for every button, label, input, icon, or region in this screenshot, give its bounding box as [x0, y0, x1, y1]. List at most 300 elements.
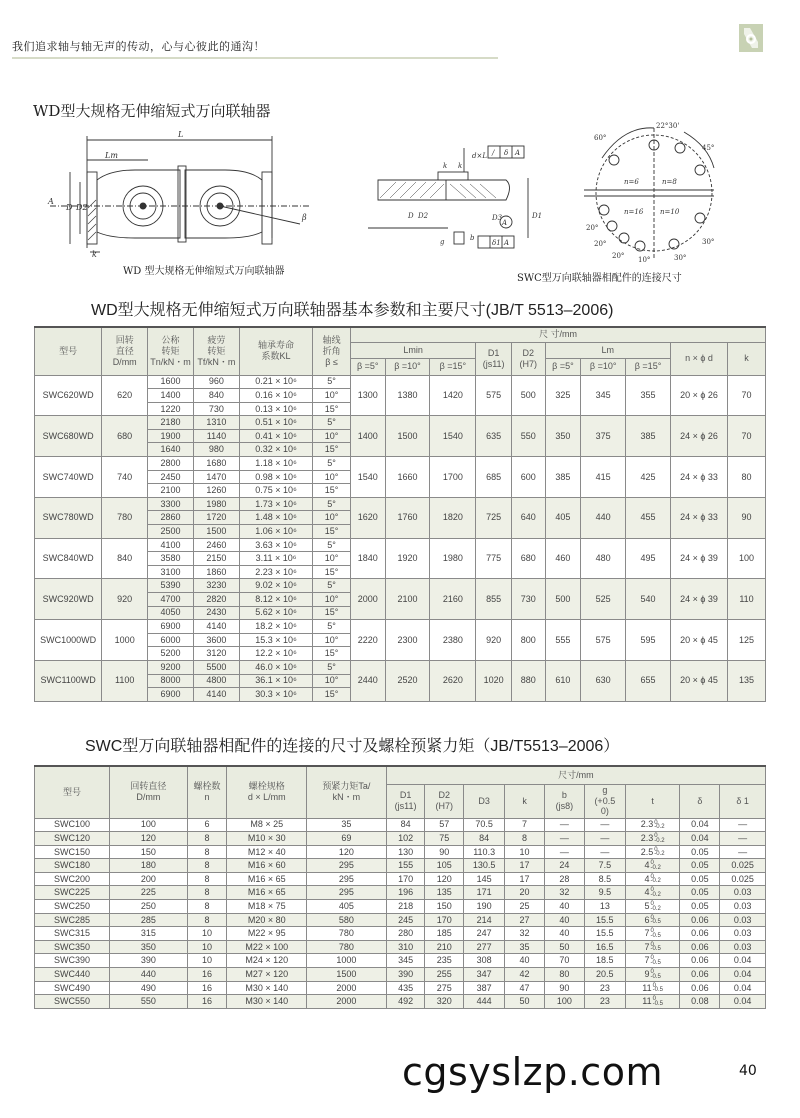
- svg-text:n=6: n=6: [624, 178, 639, 186]
- cell-bearing-life: 0.13 × 10⁶: [239, 402, 312, 416]
- cell-axis-angle: 15°: [313, 402, 351, 416]
- cell-fatigue-torque: 960: [193, 375, 239, 389]
- cell-d2: 550: [511, 416, 545, 457]
- cell-t: [625, 845, 680, 859]
- cell-bearing-life: 1.48 × 10⁶: [239, 511, 312, 525]
- cell-ta: 295: [307, 886, 387, 900]
- cell-t-base: 2.5: [640, 846, 654, 857]
- th-lm-b5: β =5°: [545, 358, 581, 375]
- th-rotation-diameter: 回转 直径 D/mm: [102, 327, 148, 375]
- cell-d2: 185: [425, 927, 464, 941]
- cell-k: 7: [505, 818, 545, 832]
- table2-title: SWC型万向联轴器相配件的连接的尺寸及螺栓预紧力矩（JB/T5513–2006）: [85, 738, 620, 755]
- cell-delta: 0.04: [680, 832, 720, 846]
- cell-t: [625, 832, 680, 846]
- svg-text:45°: 45°: [702, 144, 715, 152]
- cell-t-tolerance: 0 -0.2: [654, 833, 665, 844]
- cell-b: —: [544, 832, 584, 846]
- cell-nominal-torque: 6900: [148, 620, 194, 634]
- cell-lmin-b10: 1380: [385, 375, 430, 416]
- cell-nominal-torque: 4100: [148, 538, 194, 552]
- cell-lmin-b10: 2300: [385, 620, 430, 661]
- cell-lm-b5: 460: [545, 538, 581, 579]
- cell-d: 285: [110, 913, 187, 927]
- cell-bearing-life: 18.2 × 10⁶: [239, 620, 312, 634]
- table-row: [35, 886, 766, 900]
- cell-lm-b5: 555: [545, 620, 581, 661]
- cell-fatigue-torque: 3120: [193, 647, 239, 661]
- cell-bearing-life: 15.3 × 10⁶: [239, 633, 312, 647]
- cell-g: 9.5: [584, 886, 625, 900]
- cell-t: [625, 859, 680, 873]
- cell-bearing-life: 3.63 × 10⁶: [239, 538, 312, 552]
- cell-model: SWC350: [35, 940, 110, 954]
- cell-rotation-diameter: 920: [102, 579, 148, 620]
- svg-text:60°: 60°: [594, 134, 607, 142]
- cell-model: SWC680WD: [35, 416, 102, 457]
- svg-text:30°: 30°: [674, 254, 687, 262]
- cell-lmin-b15: 1820: [430, 497, 476, 538]
- cell-rotation-diameter: 620: [102, 375, 148, 416]
- cell-delta1: 0.04: [720, 968, 766, 982]
- cell-d2: 210: [425, 940, 464, 954]
- cell-d1: 170: [386, 872, 425, 886]
- cell-d2: 320: [425, 995, 464, 1009]
- cell-spec: M10 × 30: [227, 832, 307, 846]
- cell-nominal-torque: 2180: [148, 416, 194, 430]
- cell-k: 47: [505, 981, 545, 995]
- th2-g: g (+0.5 0): [584, 784, 625, 818]
- cell-model: SWC100: [35, 818, 110, 832]
- cell-nominal-torque: 3300: [148, 497, 194, 511]
- cell-model: SWC1100WD: [35, 660, 102, 701]
- cell-d1: 575: [476, 375, 512, 416]
- cell-lm-b5: 350: [545, 416, 581, 457]
- cell-g: —: [584, 845, 625, 859]
- svg-text:20°: 20°: [594, 240, 607, 248]
- table-row: [35, 927, 766, 941]
- cell-fatigue-torque: 1680: [193, 457, 239, 471]
- cell-spec: M12 × 40: [227, 845, 307, 859]
- company-logo-icon: [739, 24, 763, 52]
- cell-k: 17: [505, 859, 545, 873]
- cell-d3: 444: [464, 995, 505, 1009]
- cell-g: 23: [584, 995, 625, 1009]
- svg-text:A: A: [504, 239, 510, 247]
- cell-axis-angle: 5°: [313, 538, 351, 552]
- cell-d1: 1020: [476, 660, 512, 701]
- svg-text:L: L: [178, 130, 184, 139]
- cell-g: 18.5: [584, 954, 625, 968]
- cell-model: SWC920WD: [35, 579, 102, 620]
- cell-t-tolerance: 0 -0.5: [650, 914, 661, 926]
- cell-d2: 880: [511, 660, 545, 701]
- th2-k: k: [505, 784, 545, 818]
- svg-text:β: β: [302, 213, 307, 222]
- cell-d1: 635: [476, 416, 512, 457]
- cell-spec: M20 × 80: [227, 913, 307, 927]
- cell-delta1: 0.025: [720, 872, 766, 886]
- cell-fatigue-torque: 1140: [193, 429, 239, 443]
- cell-b: 50: [544, 940, 584, 954]
- cell-g: 13: [584, 900, 625, 914]
- cell-lm-b5: 500: [545, 579, 581, 620]
- th-model: 型号: [35, 327, 102, 375]
- cell-d: 180: [110, 859, 187, 873]
- cell-lmin-b15: 2620: [430, 660, 476, 701]
- table1-title: WD型大规格无伸缩短式万向联轴器基本参数和主要尺寸(JB/T 5513–2006): [91, 302, 614, 319]
- cell-b: 28: [544, 872, 584, 886]
- th-lm-b15: β =15°: [626, 358, 671, 375]
- cell-t-base: 2.3: [640, 819, 654, 830]
- page-number: 40: [739, 1063, 757, 1079]
- cell-fatigue-torque: 1310: [193, 416, 239, 430]
- cell-k: 70: [728, 416, 766, 457]
- cell-model: SWC225: [35, 886, 110, 900]
- cell-k: 35: [505, 940, 545, 954]
- coupling-drawing: [40, 128, 350, 258]
- cell-axis-angle: 15°: [313, 525, 351, 539]
- cell-delta1: 0.03: [720, 913, 766, 927]
- cell-lm-b10: 480: [581, 538, 626, 579]
- cell-nominal-torque: 1220: [148, 402, 194, 416]
- th-axis-angle: 轴线 折角 β ≤: [313, 327, 351, 375]
- cell-axis-angle: 15°: [313, 606, 351, 620]
- cell-bearing-life: 36.1 × 10⁶: [239, 674, 312, 688]
- cell-t-base: 2.3: [640, 832, 654, 843]
- svg-text:D2: D2: [418, 212, 429, 220]
- cell-spec: M16 × 60: [227, 859, 307, 873]
- cell-axis-angle: 10°: [313, 633, 351, 647]
- cell-b: 40: [544, 913, 584, 927]
- cell-d3: 145: [464, 872, 505, 886]
- cell-n: 16: [187, 968, 227, 982]
- cell-b: —: [544, 845, 584, 859]
- cell-axis-angle: 10°: [313, 389, 351, 403]
- cell-d2: 800: [511, 620, 545, 661]
- cell-lm-b10: 415: [581, 457, 626, 498]
- header-slogan: 我们追求轴与轴无声的传动，心与心彼此的通沟！: [12, 41, 265, 53]
- cell-d2: 90: [425, 845, 464, 859]
- cell-ta: 1000: [307, 954, 387, 968]
- table-row: [35, 845, 766, 859]
- cell-k: 125: [728, 620, 766, 661]
- cell-axis-angle: 5°: [313, 579, 351, 593]
- flange-section-drawing: [368, 128, 558, 258]
- th-dimensions: 尺 寸/mm: [350, 327, 765, 342]
- cell-axis-angle: 10°: [313, 552, 351, 566]
- cell-ta: 580: [307, 913, 387, 927]
- cell-d2: 105: [425, 859, 464, 873]
- cell-nominal-torque: 1400: [148, 389, 194, 403]
- cell-n: 8: [187, 859, 227, 873]
- th2-delta: δ: [680, 784, 720, 818]
- cell-d3: 110.3: [464, 845, 505, 859]
- table-row: [35, 913, 766, 927]
- cell-b: 80: [544, 968, 584, 982]
- cell-fatigue-torque: 1260: [193, 484, 239, 498]
- cell-nominal-torque: 8000: [148, 674, 194, 688]
- cell-lmin-b15: 2380: [430, 620, 476, 661]
- cell-model: SWC150: [35, 845, 110, 859]
- cell-d2: 75: [425, 832, 464, 846]
- cell-k: 8: [505, 832, 545, 846]
- cell-bearing-life: 0.41 × 10⁶: [239, 429, 312, 443]
- cell-model: SWC390: [35, 954, 110, 968]
- cell-bearing-life: 2.23 × 10⁶: [239, 565, 312, 579]
- cell-d3: 347: [464, 968, 505, 982]
- cell-delta1: 0.03: [720, 900, 766, 914]
- th-k: k: [728, 342, 766, 375]
- cell-model: SWC1000WD: [35, 620, 102, 661]
- cell-model: SWC440: [35, 968, 110, 982]
- table-row: [35, 579, 766, 593]
- cell-g: 15.5: [584, 927, 625, 941]
- cell-d3: 387: [464, 981, 505, 995]
- cell-nominal-torque: 3580: [148, 552, 194, 566]
- cell-spec: M16 × 65: [227, 872, 307, 886]
- cell-fatigue-torque: 2430: [193, 606, 239, 620]
- cell-k: 25: [505, 900, 545, 914]
- svg-text:n=8: n=8: [662, 178, 677, 186]
- cell-delta: 0.06: [680, 940, 720, 954]
- svg-text:k: k: [92, 250, 97, 258]
- cell-delta: 0.06: [680, 968, 720, 982]
- cell-bearing-life: 1.73 × 10⁶: [239, 497, 312, 511]
- cell-rotation-diameter: 780: [102, 497, 148, 538]
- cell-ta: 780: [307, 940, 387, 954]
- cell-t-base: 5: [644, 900, 650, 911]
- cell-d: 490: [110, 981, 187, 995]
- cell-d2: 135: [425, 886, 464, 900]
- cell-lmin-b10: 1660: [385, 457, 430, 498]
- cell-d1: 84: [386, 818, 425, 832]
- cell-ta: 2000: [307, 981, 387, 995]
- cell-delta1: 0.04: [720, 995, 766, 1009]
- cell-lmin-b10: 2100: [385, 579, 430, 620]
- cell-t-base: 7: [644, 955, 650, 966]
- cell-g: 7.5: [584, 859, 625, 873]
- cell-d3: 70.5: [464, 818, 505, 832]
- cell-n: 8: [187, 886, 227, 900]
- cell-rotation-diameter: 740: [102, 457, 148, 498]
- cell-t: [625, 886, 680, 900]
- cell-n: 8: [187, 900, 227, 914]
- svg-text:D3: D3: [492, 214, 503, 222]
- cell-n: 16: [187, 981, 227, 995]
- cell-fatigue-torque: 3600: [193, 633, 239, 647]
- cell-t-base: 4: [644, 860, 650, 871]
- th2-preload-torque: 预紧力矩Ta/ kN・m: [307, 766, 387, 818]
- cell-n-phi-d: 24 × ϕ 39: [670, 579, 727, 620]
- cell-t-base: 4: [644, 873, 650, 884]
- cell-nominal-torque: 1640: [148, 443, 194, 457]
- cell-delta: 0.05: [680, 845, 720, 859]
- cell-t-tolerance: 0 -0.5: [652, 982, 663, 994]
- wd-coupling-parameters-table: [34, 326, 766, 702]
- cell-d: 200: [110, 872, 187, 886]
- cell-t-base: 11: [642, 982, 652, 993]
- cell-model: SWC840WD: [35, 538, 102, 579]
- cell-t-tolerance: 0 -0.5: [650, 928, 661, 939]
- cell-ta: 1500: [307, 968, 387, 982]
- table-row: [35, 968, 766, 982]
- cell-g: 20.5: [584, 968, 625, 982]
- cell-d2: 235: [425, 954, 464, 968]
- cell-delta: 0.08: [680, 995, 720, 1009]
- table-row: [35, 497, 766, 511]
- table-row: [35, 832, 766, 846]
- cell-d1: 390: [386, 968, 425, 982]
- cell-nominal-torque: 3100: [148, 565, 194, 579]
- cell-d1: 855: [476, 579, 512, 620]
- cell-k: 50: [505, 995, 545, 1009]
- table-row: [35, 859, 766, 873]
- cell-k: 42: [505, 968, 545, 982]
- table-row: [35, 954, 766, 968]
- cell-d1: 280: [386, 927, 425, 941]
- cell-spec: M8 × 25: [227, 818, 307, 832]
- cell-lmin-b5: 1620: [350, 497, 385, 538]
- cell-t-base: 6: [644, 914, 650, 925]
- cell-d1: 492: [386, 995, 425, 1009]
- svg-text:10°: 10°: [638, 256, 651, 264]
- svg-text:A: A: [502, 219, 508, 227]
- cell-lm-b10: 575: [581, 620, 626, 661]
- cell-delta1: —: [720, 832, 766, 846]
- cell-d1: 775: [476, 538, 512, 579]
- cell-nominal-torque: 4700: [148, 593, 194, 607]
- cell-spec: M18 × 75: [227, 900, 307, 914]
- cell-t: [625, 818, 680, 832]
- cell-ta: 35: [307, 818, 387, 832]
- cell-nominal-torque: 5390: [148, 579, 194, 593]
- cell-n-phi-d: 24 × ϕ 33: [670, 457, 727, 498]
- cell-lm-b15: 355: [626, 375, 671, 416]
- cell-ta: 780: [307, 927, 387, 941]
- cell-ta: 2000: [307, 995, 387, 1009]
- th-lmin-b15: β =15°: [430, 358, 476, 375]
- cell-lmin-b5: 1840: [350, 538, 385, 579]
- cell-b: —: [544, 818, 584, 832]
- cell-fatigue-torque: 5500: [193, 660, 239, 674]
- cell-t: [625, 995, 680, 1009]
- cell-model: SWC180: [35, 859, 110, 873]
- cell-lmin-b15: 1980: [430, 538, 476, 579]
- cell-lm-b10: 630: [581, 660, 626, 701]
- cell-d: 350: [110, 940, 187, 954]
- th2-bolt-spec: 螺栓规格 d × L/mm: [227, 766, 307, 818]
- cell-d2: 680: [511, 538, 545, 579]
- cell-nominal-torque: 2500: [148, 525, 194, 539]
- cell-d2: 500: [511, 375, 545, 416]
- cell-d3: 308: [464, 954, 505, 968]
- th-lmin-b10: β =10°: [385, 358, 430, 375]
- cell-delta1: 0.04: [720, 981, 766, 995]
- cell-d1: 102: [386, 832, 425, 846]
- cell-lmin-b5: 2440: [350, 660, 385, 701]
- table-row: [35, 872, 766, 886]
- cell-lm-b15: 385: [626, 416, 671, 457]
- cell-delta: 0.05: [680, 872, 720, 886]
- cell-t-tolerance: 0 -0.5: [650, 969, 661, 980]
- svg-text:D: D: [66, 203, 73, 212]
- cell-bearing-life: 1.06 × 10⁶: [239, 525, 312, 539]
- th-d1: D1 (js11): [476, 342, 512, 375]
- svg-text:22°30': 22°30': [656, 122, 680, 130]
- svg-text:A: A: [515, 149, 521, 157]
- th-n-phi-d: n × ϕ d: [670, 342, 727, 375]
- cell-axis-angle: 15°: [313, 647, 351, 661]
- cell-t-base: 7: [644, 941, 650, 952]
- cell-t: [625, 968, 680, 982]
- cell-axis-angle: 10°: [313, 511, 351, 525]
- svg-text:n=10: n=10: [660, 208, 680, 216]
- cell-spec: M22 × 100: [227, 940, 307, 954]
- cell-spec: M24 × 120: [227, 954, 307, 968]
- cell-delta: 0.06: [680, 981, 720, 995]
- cell-fatigue-torque: 3230: [193, 579, 239, 593]
- cell-k: 32: [505, 927, 545, 941]
- th2-bolt-count: 螺栓数 n: [187, 766, 227, 818]
- th2-dimensions: 尺寸/mm: [386, 766, 765, 784]
- cell-fatigue-torque: 4800: [193, 674, 239, 688]
- cell-delta: 0.06: [680, 927, 720, 941]
- cell-d: 225: [110, 886, 187, 900]
- cell-d2: 120: [425, 872, 464, 886]
- cell-d: 440: [110, 968, 187, 982]
- cell-model: SWC315: [35, 927, 110, 941]
- th2-rotation-diameter: 回转直径 D/mm: [110, 766, 187, 818]
- cell-d2: 730: [511, 579, 545, 620]
- cell-lmin-b5: 1540: [350, 457, 385, 498]
- cell-d: 100: [110, 818, 187, 832]
- svg-text:20°: 20°: [612, 252, 625, 260]
- cell-nominal-torque: 4050: [148, 606, 194, 620]
- cell-delta: 0.04: [680, 818, 720, 832]
- cell-t: [625, 913, 680, 927]
- cell-g: 15.5: [584, 913, 625, 927]
- cell-fatigue-torque: 1720: [193, 511, 239, 525]
- cell-g: —: [584, 818, 625, 832]
- cell-t-tolerance: 0 -0.2: [650, 860, 661, 871]
- cell-lm-b5: 385: [545, 457, 581, 498]
- cell-bearing-life: 8.12 × 10⁶: [239, 593, 312, 607]
- cell-lmin-b5: 2220: [350, 620, 385, 661]
- svg-text:δ1: δ1: [492, 239, 501, 247]
- cell-t-tolerance: 0 -0.5: [650, 941, 661, 953]
- cell-d: 550: [110, 995, 187, 1009]
- cell-bearing-life: 46.0 × 10⁶: [239, 660, 312, 674]
- cell-fatigue-torque: 1860: [193, 565, 239, 579]
- cell-k: 70: [728, 375, 766, 416]
- cell-b: 70: [544, 954, 584, 968]
- cell-axis-angle: 5°: [313, 620, 351, 634]
- cell-axis-angle: 15°: [313, 688, 351, 702]
- th2-delta1: δ 1: [720, 784, 766, 818]
- svg-text:A: A: [48, 197, 54, 206]
- cell-delta: 0.05: [680, 900, 720, 914]
- cell-nominal-torque: 9200: [148, 660, 194, 674]
- th-bearing-life: 轴承寿命 系数KL: [239, 327, 312, 375]
- cell-spec: M27 × 120: [227, 968, 307, 982]
- svg-text:g: g: [440, 238, 445, 246]
- table-row: [35, 538, 766, 552]
- svg-text:δ: δ: [504, 149, 509, 157]
- cell-fatigue-torque: 2150: [193, 552, 239, 566]
- table-row: [35, 818, 766, 832]
- cell-d1: 435: [386, 981, 425, 995]
